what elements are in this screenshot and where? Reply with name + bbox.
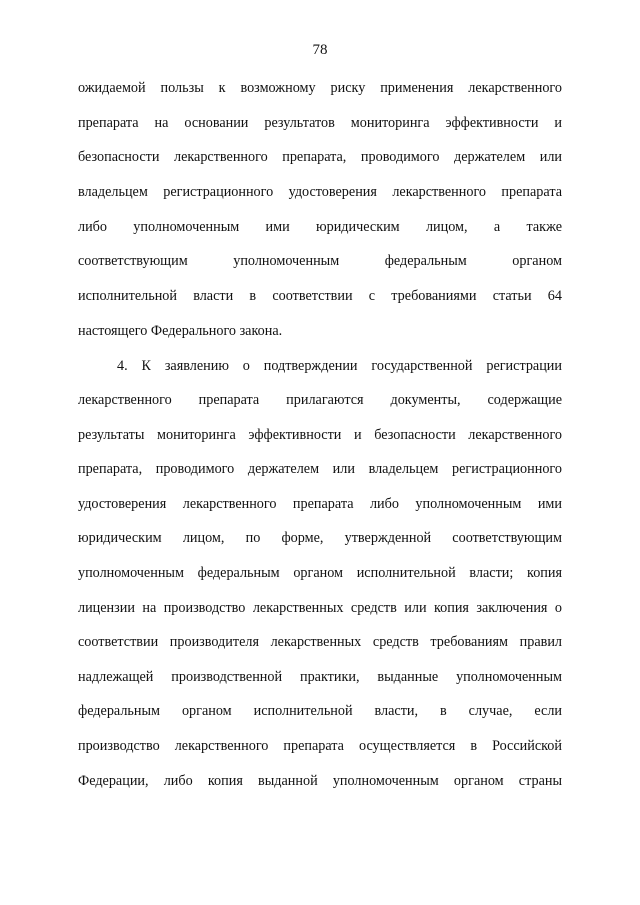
text-line: юридическим лицом, по форме, утвержденной соответствующим bbox=[78, 530, 562, 546]
text-line: лекарственного препарата прилагаются документы, содержащие bbox=[78, 392, 562, 408]
text-line: либо уполномоченным ими юридическим лицом, а также bbox=[78, 219, 562, 235]
text-line: настоящего Федерального закона. bbox=[78, 323, 283, 339]
text-line: соответствии производителя лекарственных средств требованиям правил bbox=[78, 634, 562, 650]
text-line: препарата, проводимого держателем или владельцем регистрационного bbox=[78, 461, 562, 477]
text-line: уполномоченным федеральным органом исполнительной власти; копия bbox=[78, 565, 562, 581]
text-line: производство лекарственного препарата осуществляется в Российской bbox=[78, 738, 562, 754]
text-line: безопасности лекарственного препарата, проводимого держателем или bbox=[78, 149, 562, 165]
text-line: соответствующим уполномоченным федеральным органом bbox=[78, 253, 562, 269]
text-line: владельцем регистрационного удостоверения лекарственного препарата bbox=[78, 184, 562, 200]
text-line: результаты мониторинга эффективности и безопасности лекарственного bbox=[78, 427, 562, 443]
text-line: ожидаемой пользы к возможному риску применения лекарственного bbox=[78, 80, 562, 96]
text-line: Федерации, либо копия выданной уполномоченным органом страны bbox=[78, 773, 562, 789]
text-line: федеральным органом исполнительной власти, в случае, если bbox=[78, 703, 562, 719]
text-line: 4. К заявлению о подтверждении государственной регистрации bbox=[117, 358, 562, 374]
text-line: препарата на основании результатов мониторинга эффективности и bbox=[78, 115, 562, 131]
text-line: лицензии на производство лекарственных средств или копия заключения о bbox=[78, 600, 562, 616]
page-number: 78 bbox=[312, 42, 328, 58]
text-line: исполнительной власти в соответствии с требованиями статьи 64 bbox=[78, 288, 562, 304]
text-line: удостоверения лекарственного препарата либо уполномоченным ими bbox=[78, 496, 562, 512]
text-line: надлежащей производственной практики, выданные уполномоченным bbox=[78, 669, 562, 685]
